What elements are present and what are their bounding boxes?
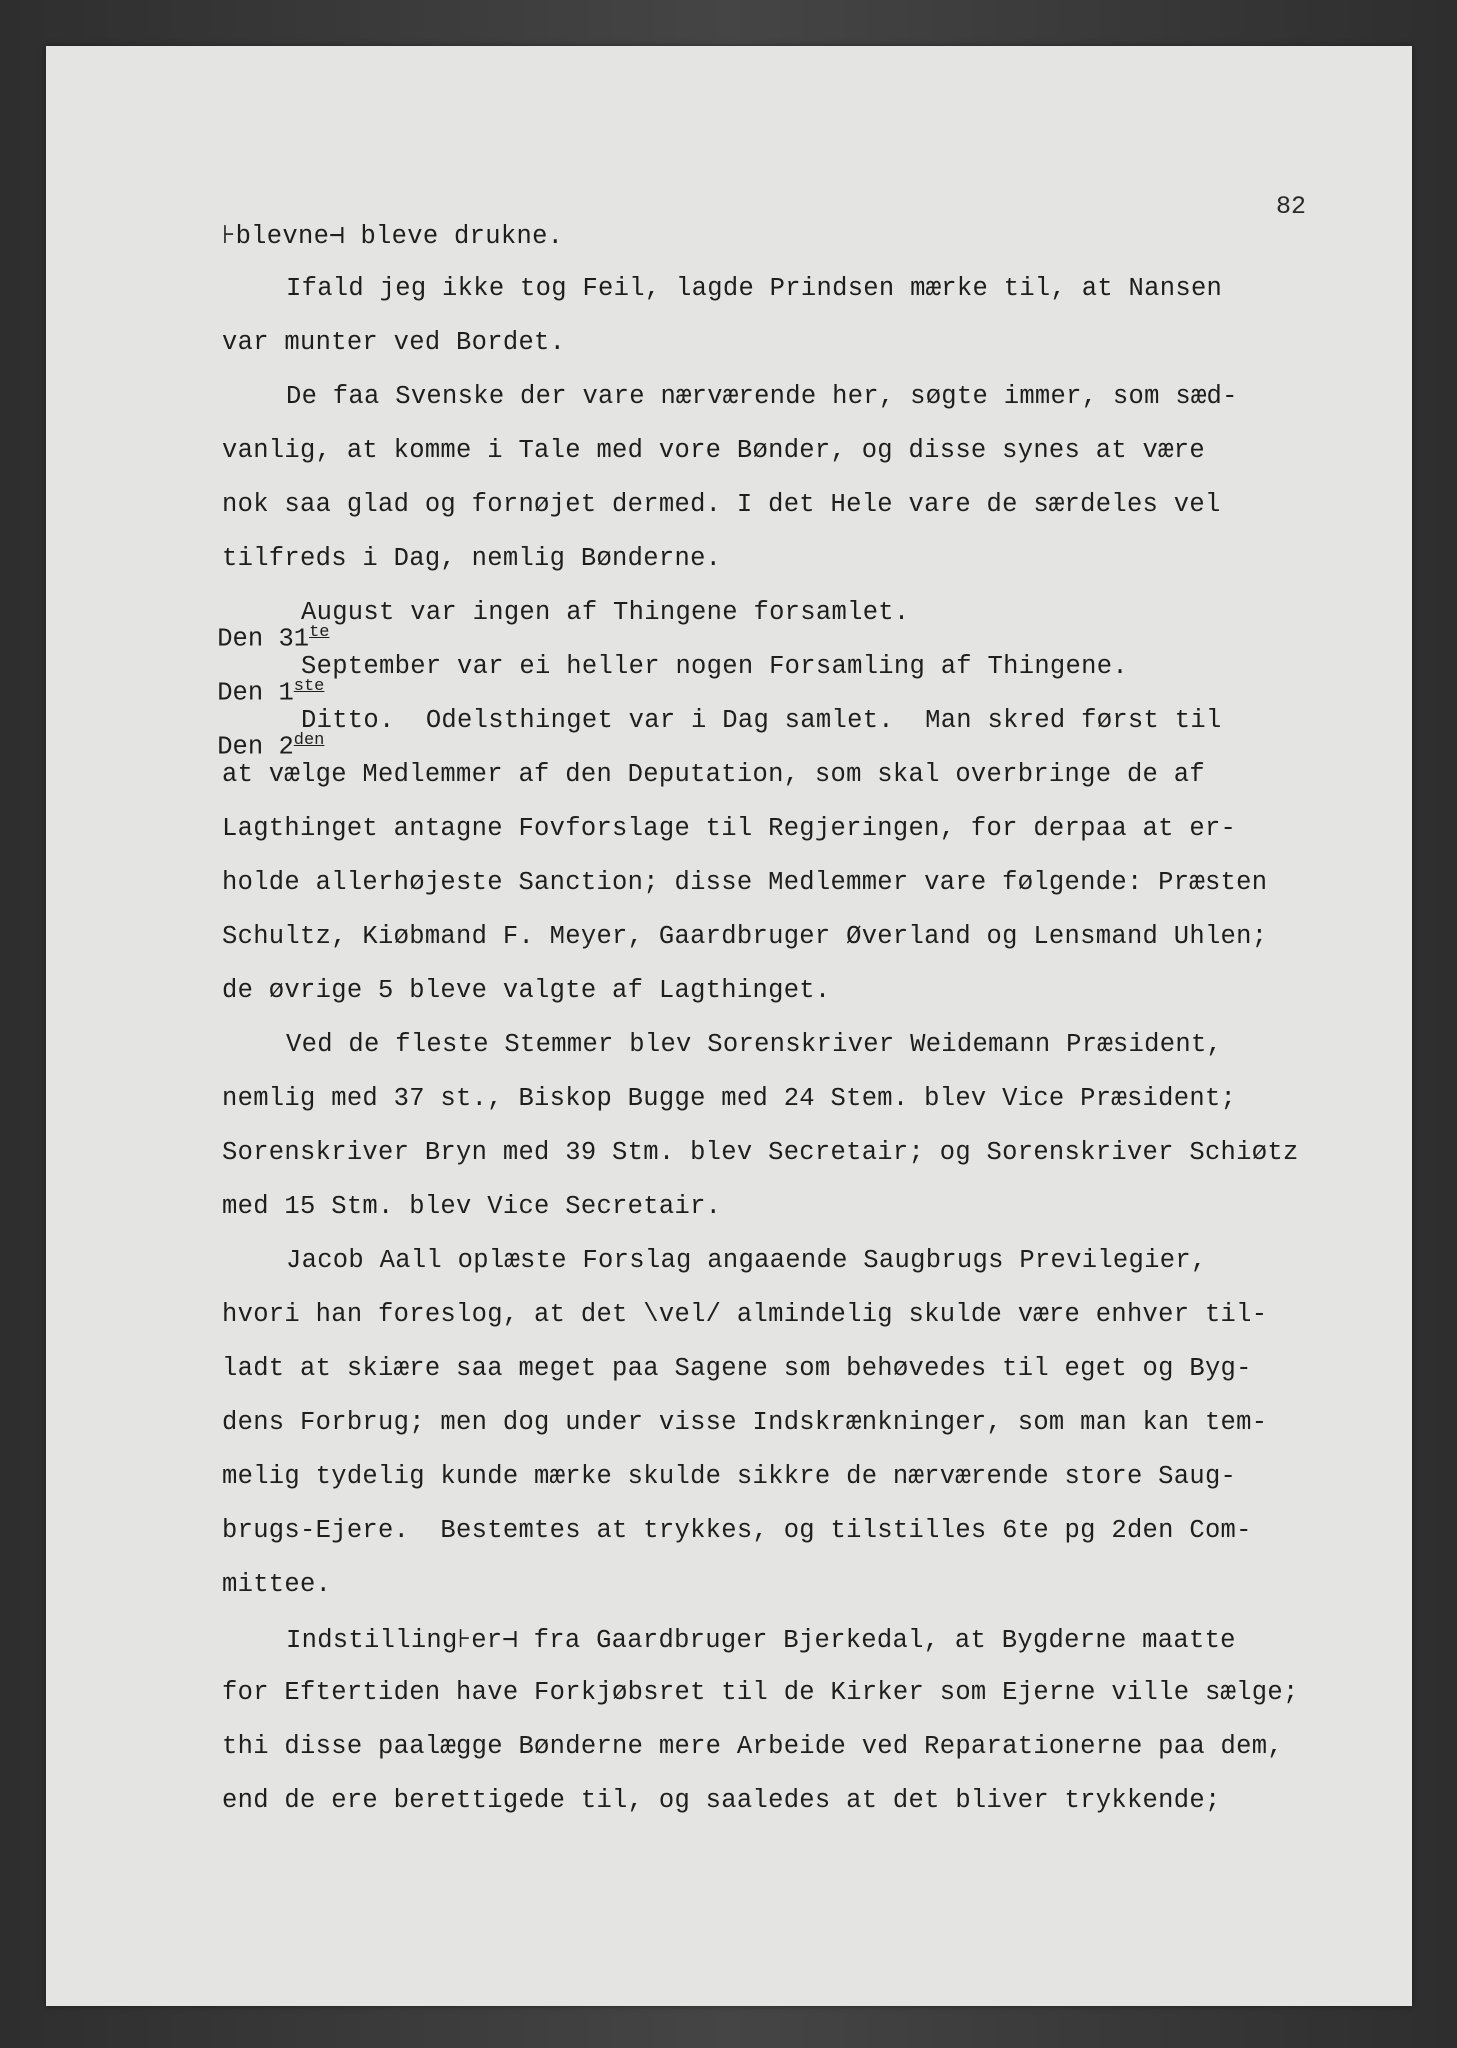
text-line-12: Lagthinget antagne Fovforslage til Regjeringen, for derpaa at er- bbox=[222, 814, 1237, 843]
text-line-18: Sorenskriver Bryn med 39 Stm. blev Secretair; og Sorenskriver Schiøtz bbox=[222, 1138, 1299, 1167]
text-line-4: De faa Svenske der vare nærværende her, søgte immer, som sæd- bbox=[286, 382, 1238, 411]
text-line-22: ladt at skiære saa meget paa Sagene som behøvedes til eget og Byg- bbox=[222, 1354, 1252, 1383]
text-line-27: Indstilling⊦er⊣ fra Gaardbruger Bjerkedal, at Bygderne maatte bbox=[286, 1626, 1236, 1655]
text-line-13: holde allerhøjeste Sanction; disse Medlemmer vare følgende: Præsten bbox=[222, 868, 1268, 897]
text-line-28: for Eftertiden have Forkjøbsret til de Kirker som Ejerne ville sælge; bbox=[222, 1678, 1299, 1707]
text-line-20: Jacob Aall oplæste Forslag angaaende Saugbrugs Previlegier, bbox=[286, 1246, 1207, 1275]
text-line-1: ⊦blevne⊣ bleve drukne. bbox=[222, 222, 564, 251]
text-line-2: Ifald jeg ikke tog Feil, lagde Prindsen mærke til, at Nansen bbox=[286, 274, 1223, 303]
text-line-15: de øvrige 5 bleve valgte af Lagthinget. bbox=[222, 976, 831, 1005]
typewritten-page bbox=[46, 46, 1412, 2006]
text-line-16: Ved de fleste Stemmer blev Sorenskriver Weidemann Præsident, bbox=[286, 1030, 1223, 1059]
text-line-25: brugs-Ejere. Bestemtes at trykkes, og tilstilles 6te pg 2den Com- bbox=[222, 1516, 1252, 1545]
text-line-24: melig tydelig kunde mærke skulde sikkre de nærværende store Saug- bbox=[222, 1462, 1237, 1491]
page-number: 82 bbox=[1276, 192, 1307, 221]
text-line-26: mittee. bbox=[222, 1570, 332, 1599]
date-label-31: Den $31^{te}$ bbox=[217, 623, 330, 654]
text-line-29: thi disse paalægge Bønderne mere Arbeide ved Reparationerne paa dem, bbox=[222, 1732, 1283, 1761]
date-label-1: Den 1ste bbox=[217, 677, 325, 708]
text-line-5: vanlig, at komme i Tale med vore Bønder, og disse synes at være bbox=[222, 436, 1205, 465]
date-label-2: Den $2^{den}$ bbox=[217, 731, 325, 762]
text-line-3: var munter ved Bordet. bbox=[222, 328, 566, 357]
text-line-14: Schultz, Kiøbmand F. Meyer, Gaardbruger Øverland og Lensmand Uhlen; bbox=[222, 922, 1268, 951]
text-line-6: nok saa glad og fornøjet dermed. I det Hele vare de særdeles vel bbox=[222, 490, 1221, 519]
text-line-21: hvori han foreslog, at det \vel/ almindelig skulde være enhver til- bbox=[222, 1300, 1268, 1329]
text-line-17: nemlig med 37 st., Biskop Bugge med 24 Stem. blev Vice Præsident; bbox=[222, 1084, 1237, 1113]
text-line-9: September var ei heller nogen Forsamling af Thingene. bbox=[301, 652, 1128, 681]
text-line-23: dens Forbrug; men dog under visse Indskrænkninger, som man kan tem- bbox=[222, 1408, 1268, 1437]
text-line-10: Ditto. Odelsthinget var i Dag samlet. Man skred først til bbox=[301, 706, 1222, 735]
text-line-7: tilfreds i Dag, nemlig Bønderne. bbox=[222, 544, 722, 573]
text-line-30: end de ere berettigede til, og saaledes at det bliver trykkende; bbox=[222, 1786, 1221, 1815]
text-line-11: at vælge Medlemmer af den Deputation, som skal overbringe de af bbox=[222, 760, 1205, 789]
text-line-8: August var ingen af Thingene forsamlet. bbox=[301, 598, 910, 627]
text-line-19: med 15 Stm. blev Vice Secretair. bbox=[222, 1192, 722, 1221]
